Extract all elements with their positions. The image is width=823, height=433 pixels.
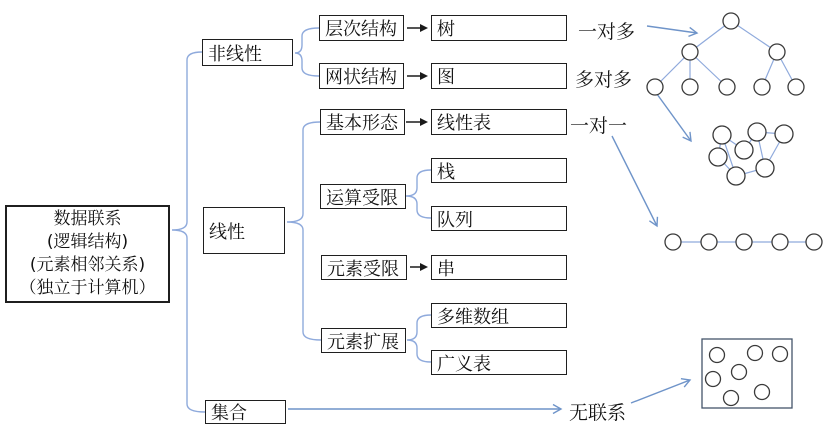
black-arrows — [406, 28, 421, 267]
node-circle — [788, 79, 804, 95]
structure-general-list-label: 广义表 — [437, 353, 491, 375]
arrow-one-to-one-to-chain — [612, 136, 657, 226]
node-circle — [772, 234, 788, 250]
brace-operation-limited-children — [406, 170, 431, 218]
structure-general-list-box — [431, 350, 567, 375]
category-element-limited-box — [321, 255, 407, 280]
relation-no-link-label: 无联系 — [569, 402, 627, 424]
brace-element-extended-children — [407, 315, 431, 362]
branch-nonlinear-box — [202, 39, 293, 66]
category-hierarchy-box — [319, 15, 404, 41]
node-circle — [755, 385, 770, 400]
node-circle — [748, 123, 766, 141]
structure-string-box — [431, 255, 567, 280]
node-circle — [701, 234, 717, 250]
network-graph-example-drawing — [709, 123, 793, 185]
node-circle — [665, 234, 681, 250]
structure-graph-box — [431, 63, 567, 89]
node-circle — [732, 365, 747, 380]
brace-linear-children — [287, 122, 321, 340]
tree-nodes — [647, 13, 804, 95]
node-circle — [773, 347, 788, 362]
tree-example-drawing — [647, 13, 804, 95]
relation-many-to-many-label: 多对多 — [575, 69, 633, 91]
graph-nodes — [709, 123, 793, 185]
root-line-2: (逻辑结构) — [46, 232, 129, 252]
node-circle — [713, 126, 731, 144]
category-basic-form-box — [320, 109, 405, 135]
structure-queue-label: 队列 — [437, 209, 473, 231]
category-basic-form-label: 基本形态 — [326, 113, 398, 134]
node-circle — [736, 234, 752, 250]
root-line-1: 数据联系 — [53, 209, 122, 229]
set-example-drawing — [702, 339, 792, 408]
node-circle — [735, 141, 753, 159]
structure-graph-label: 图 — [437, 67, 455, 88]
category-element-limited-label: 元素受限 — [327, 258, 399, 280]
node-circle — [775, 125, 793, 143]
structure-multi-array-box — [431, 303, 567, 328]
arrow-no-link-to-set — [631, 380, 690, 403]
node-circle — [756, 159, 774, 177]
node-circle — [709, 148, 727, 166]
linear-list-example-drawing — [665, 234, 822, 250]
node-circle — [647, 79, 663, 95]
branch-set-label: 集合 — [211, 403, 247, 424]
branch-linear-label: 线性 — [209, 221, 245, 243]
category-operation-limited-box — [320, 184, 406, 209]
node-circle — [769, 44, 785, 60]
branch-nonlinear-label: 非线性 — [208, 43, 262, 65]
node-circle — [748, 346, 763, 361]
brace-root-to-branches — [172, 52, 205, 412]
category-operation-limited-label: 运算受限 — [326, 187, 398, 209]
branch-linear-box — [203, 207, 285, 254]
relation-one-to-many-label: 一对多 — [578, 21, 636, 43]
category-element-extended-box — [321, 328, 406, 353]
node-circle — [723, 13, 739, 29]
structure-tree-label: 树 — [437, 19, 455, 40]
branch-set-box — [205, 400, 286, 424]
node-circle — [754, 79, 770, 95]
node-circle — [719, 79, 735, 95]
node-circle — [682, 44, 698, 60]
structure-stack-box — [431, 158, 567, 183]
root-box — [5, 205, 170, 303]
brace-nonlinear-children — [295, 28, 319, 76]
relation-one-to-one-label: 一对一 — [570, 115, 628, 137]
structure-multi-array-label: 多维数组 — [437, 306, 509, 328]
category-element-extended-label: 元素扩展 — [327, 331, 399, 353]
structure-linear-table-label: 线性表 — [437, 113, 491, 134]
arrow-one-to-many-to-tree — [647, 26, 697, 33]
node-circle — [710, 348, 725, 363]
node-circle — [806, 234, 822, 250]
category-network-label: 网状结构 — [325, 67, 397, 88]
structure-tree-box — [431, 15, 567, 41]
node-circle — [727, 167, 745, 185]
structure-linear-table-box — [431, 109, 567, 135]
node-circle — [706, 372, 721, 387]
category-network-box — [319, 63, 404, 89]
node-circle — [682, 79, 698, 95]
structure-queue-box — [431, 206, 567, 231]
structure-stack-label: 栈 — [437, 161, 455, 183]
structure-string-label: 串 — [437, 258, 455, 280]
root-line-3: (元素相邻关系) — [29, 255, 146, 275]
root-line-4: （独立于计算机） — [19, 278, 156, 298]
category-hierarchy-label: 层次结构 — [325, 19, 397, 40]
node-circle — [724, 391, 739, 406]
